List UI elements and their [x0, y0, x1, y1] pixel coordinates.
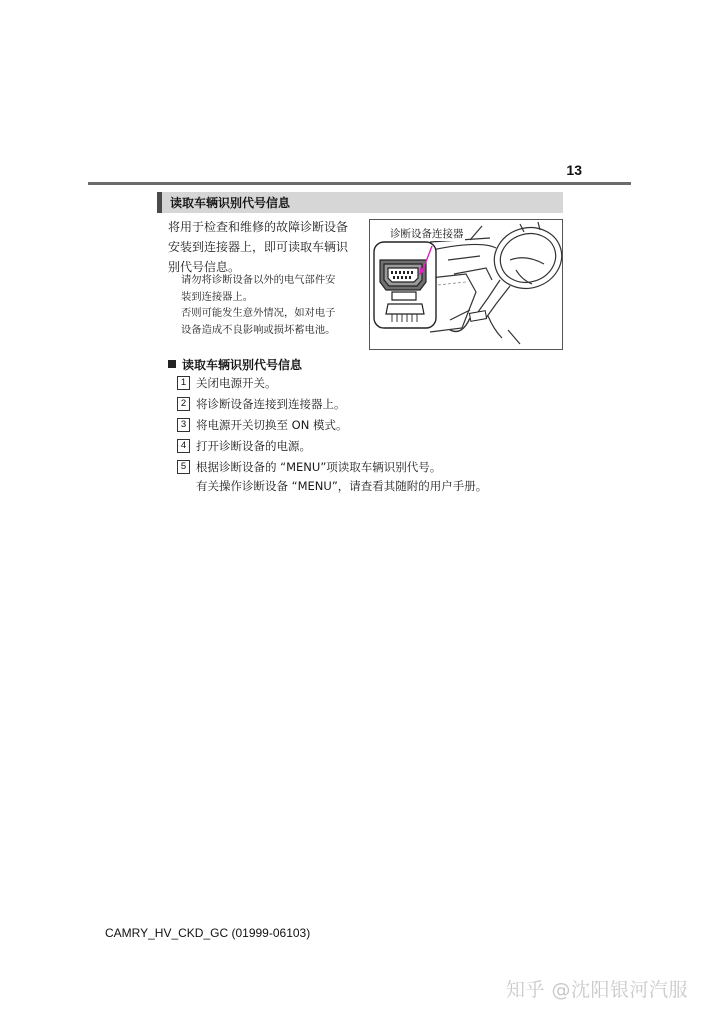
warning-line: 请勿将诊断设备以外的电气部件安 — [181, 274, 336, 286]
square-bullet-icon — [168, 360, 176, 368]
step-text: 将电源开关切换至 ON 模式。 — [196, 418, 348, 432]
list-item — [177, 437, 557, 458]
section-title-bar — [157, 192, 563, 213]
section-title: 读取车辆识别代号信息 — [170, 196, 291, 210]
intro-line: 别代号信息。 — [168, 260, 241, 274]
warning-line: 否则可能发生意外情况，如对电子 — [181, 307, 336, 319]
step-note: 有关操作诊断设备 “MENU”，请查看其随附的用户手册。 — [196, 479, 488, 493]
intro-line: 将用于检查和维修的故障诊断设备 — [168, 220, 349, 234]
step-text: 关闭电源开关。 — [196, 376, 277, 390]
intro-paragraph — [168, 217, 366, 277]
watermark: 知乎 @沈阳银河汽服 — [506, 979, 689, 1001]
list-item — [177, 416, 557, 437]
procedure-heading-text: 读取车辆识别代号信息 — [182, 358, 303, 372]
list-item — [177, 458, 557, 479]
step-text: 打开诊断设备的电源。 — [196, 439, 311, 453]
page-number: 13 — [566, 162, 582, 178]
warning-line: 装到连接器上。 — [181, 290, 254, 303]
header-rule — [88, 182, 631, 185]
step-number-badge: 4 — [177, 439, 190, 453]
figure-label: 诊断设备连接器 — [390, 228, 464, 240]
step-number-badge: 5 — [177, 460, 190, 474]
connector-illustration — [369, 219, 563, 350]
step-text: 根据诊断设备的 “MENU”项读取车辆识别代号。 — [196, 460, 442, 474]
intro-line: 安装到连接器上，即可读取车辆识 — [168, 240, 349, 254]
list-item — [177, 395, 557, 416]
procedure-heading — [168, 356, 302, 373]
warning-note — [181, 272, 366, 338]
step-number-badge: 3 — [177, 418, 190, 432]
list-item — [177, 374, 557, 395]
step-text: 将诊断设备连接到连接器上。 — [196, 397, 346, 411]
step-number-badge: 2 — [177, 397, 190, 411]
step-number-badge: 1 — [177, 376, 190, 390]
step-list — [177, 374, 557, 479]
footer-document-code: CAMRY_HV_CKD_GC (01999-06103) — [105, 926, 311, 940]
warning-line: 设备造成不良影响或损坏蓄电池。 — [181, 323, 336, 336]
